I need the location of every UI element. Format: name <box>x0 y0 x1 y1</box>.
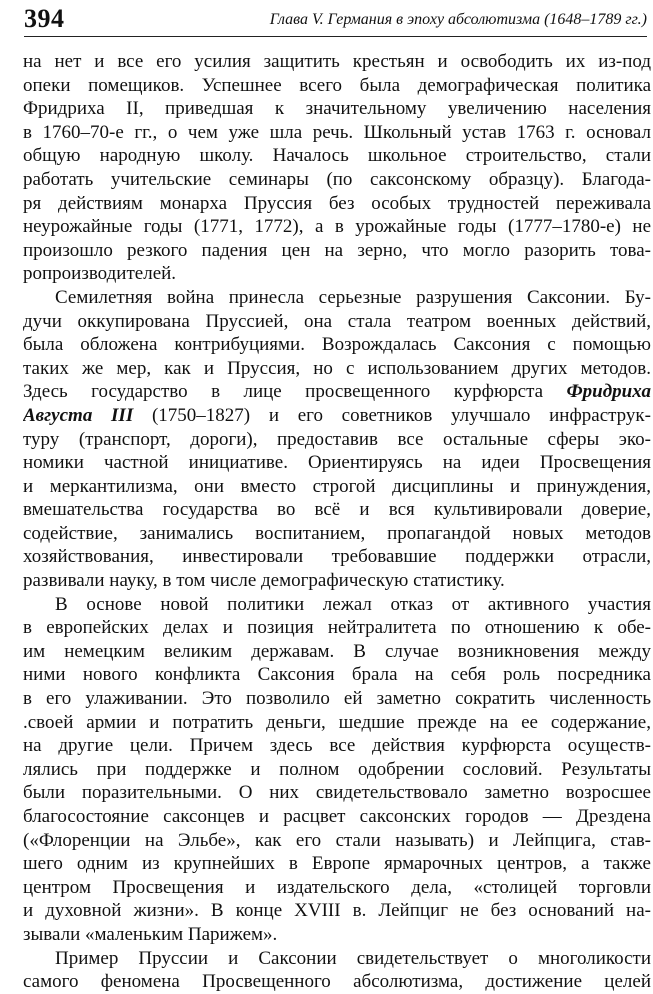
text-line: («Флоренции на Эльбе», как его стали называть) и Лейпцига, став- <box>23 829 651 851</box>
text-line: и духовной жизни». В конце XVIII в. Лейпциг не без оснований на- <box>23 900 651 922</box>
text-line: были поразительными. О них свидетельствовало заметно возросшее <box>23 782 651 804</box>
text-line: лялись при поддержке и полном одобрении сословий. Результаты <box>23 758 651 780</box>
ruler-name: Фридриха <box>566 381 651 403</box>
text-line: ря действиям монарха Пруссия без особых трудностей переживала <box>23 192 651 214</box>
body-text <box>23 50 651 994</box>
text-line: самого феномена Просвещенного абсолютизма, достижение целей <box>23 971 651 993</box>
text-line <box>23 404 651 428</box>
text-line: на другие цели. Причем здесь все действия курфюрста осуществ- <box>23 735 651 757</box>
text-line: центром Просвещения и издательского дела, «столицей торговли <box>23 876 651 898</box>
text-line <box>23 380 651 404</box>
text-line: Семилетняя война принесла серьезные разрушения Саксонии. Бу- <box>55 286 651 308</box>
text-line: .своей армии и потратить деньги, шедшие прежде на ее содержание, <box>23 711 651 733</box>
text-line: В основе новой политики лежал отказ от активного участия <box>55 593 651 615</box>
paragraph-1 <box>23 50 651 286</box>
text-line: благосостояние саксонцев и расцвет саксонских городов — Дрездена <box>23 806 651 827</box>
text-line: опеки помещиков. Успешнее всего была демографическая политика <box>23 74 651 96</box>
page-header <box>24 6 647 37</box>
text-span: (1750–1827) и его советников улучшало инфраструк- <box>151 404 651 426</box>
text-span: Здесь государство в лице просвещенного курфюрста <box>23 381 544 403</box>
text-line: ними нового конфликта Саксония брала на себя роль посредника <box>23 664 651 686</box>
text-line: в его улаживании. Это позволило ей заметно сократить численность <box>23 688 651 710</box>
text-line: таких же мер, как и Пруссия, но с использованием других методов. <box>23 357 651 379</box>
text-line: зывали «маленьким Парижем». <box>23 923 278 945</box>
text-line: и меркантилизма, они вместо строгой дисциплины и принуждения, <box>23 475 651 497</box>
text-line: шего одним из крупнейших в Европе ярмарочных центров, а также <box>23 853 651 875</box>
text-line: работать учительские семинары (по саксонскому образцу). Благода- <box>23 168 651 190</box>
text-line: произошло резкого падения цен на зерно, что могло разорить това- <box>23 239 651 261</box>
text-line: Фридриха II, приведшая к значительному увеличению населения <box>23 98 651 120</box>
text-line: номики частной инициативе. Ориентируясь на идеи Просвещения <box>23 452 651 474</box>
paragraph-3 <box>23 593 651 947</box>
paragraph-2 <box>23 286 651 593</box>
text-line: была обложена контрибуциями. Возрождалась Саксония с помощью <box>23 334 651 356</box>
text-line: неурожайные годы (1771, 1772), а в урожайные годы (1777–1780-е) не <box>23 216 651 238</box>
page-number: 394 <box>24 4 65 33</box>
text-line: дучи оккупирована Пруссией, она стала театром военных действий, <box>23 310 651 332</box>
text-line: им немецким великим державам. В случае возникновения между <box>23 640 651 662</box>
text-line: в европейских делах и позиция нейтралитета по отношению к обе- <box>23 617 651 639</box>
text-line: развивали науку, в том числе демографическую статистику. <box>23 570 505 592</box>
text-line: вмешательства государства во всё и вся культивировали доверие, <box>23 499 651 521</box>
text-line: содействие, занимались воспитанием, пропагандой новых методов <box>23 522 651 544</box>
running-title: Глава V. Германия в эпоху абсолютизма (1648–1789 гг.) <box>269 11 647 28</box>
text-line: ропроизводителей. <box>23 263 177 285</box>
text-line: хозяйствования, инвестировали требовавшие поддержки отрасли, <box>23 546 651 568</box>
text-line: в 1760–70-е гг., о чем уже шла речь. Школьный устав 1763 г. основал <box>23 121 651 143</box>
text-line: общую народную школу. Началось школьное строительство, стали <box>23 145 651 167</box>
text-line: Пример Пруссии и Саксонии свидетельствует о многоликости <box>55 947 651 969</box>
text-line: на нет и все его усилия защитить крестьян и освободить их из-под <box>23 51 651 72</box>
paragraph-4 <box>23 947 651 994</box>
ruler-name: Августа III <box>23 404 134 426</box>
text-line: туру (транспорт, дороги), предоставив все остальные сферы эко- <box>23 428 651 450</box>
